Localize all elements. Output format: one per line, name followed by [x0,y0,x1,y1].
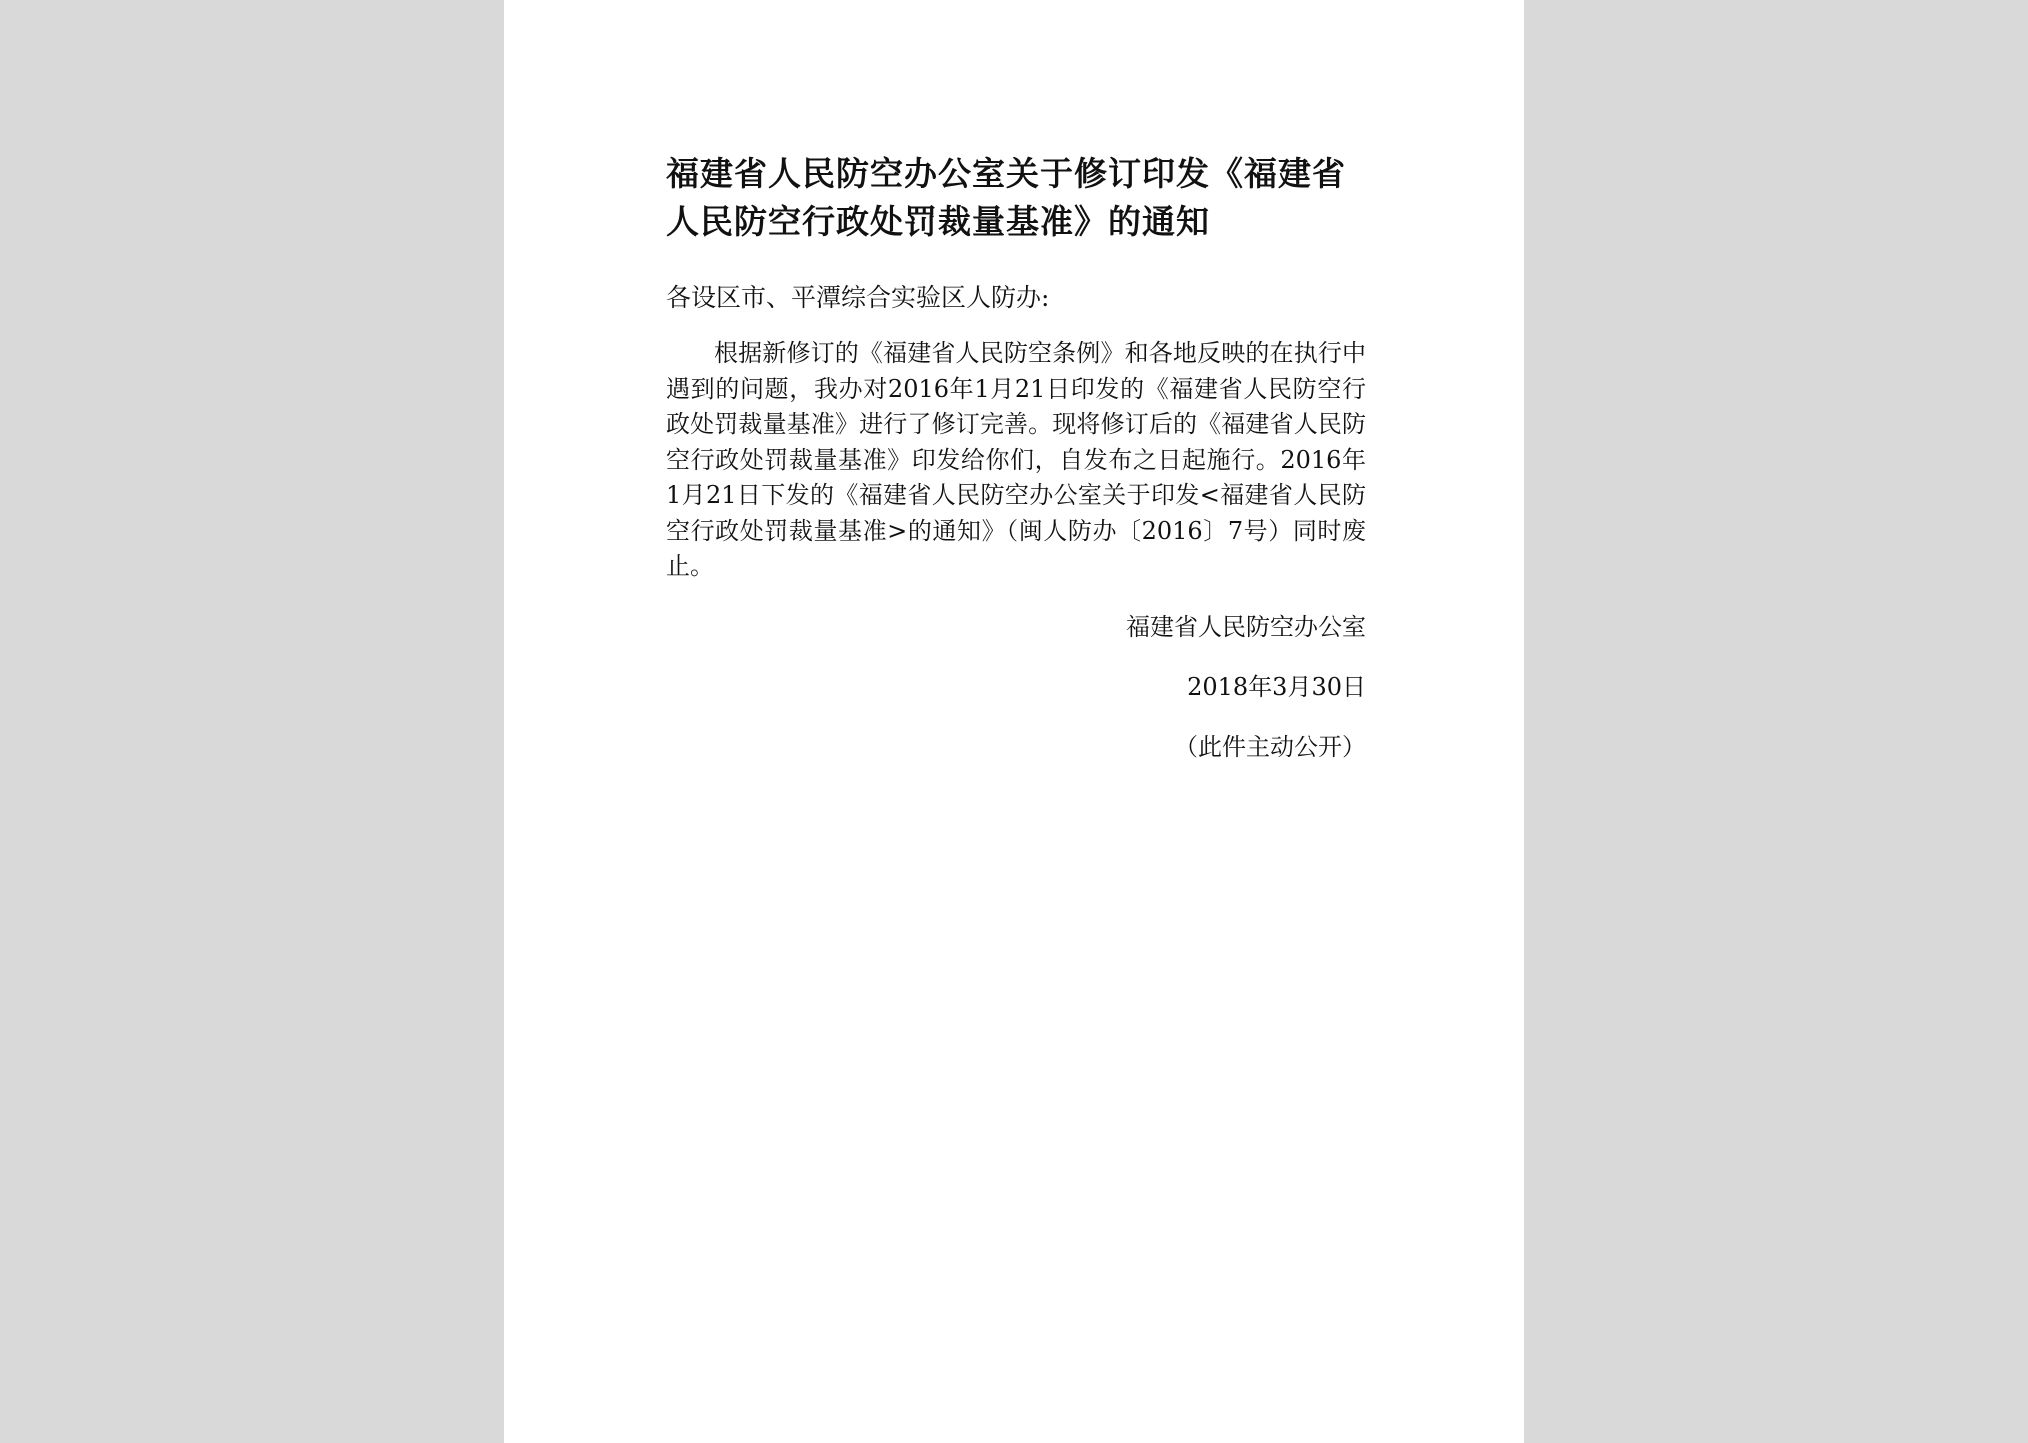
document-page [504,0,1524,1443]
document-title: 福建省人民防空办公室关于修订印发《福建省人民防空行政处罚裁量基准》的通知 [666,154,1346,241]
document-content [666,150,1366,765]
signature-organization: 福建省人民防空办公室 [1126,612,1366,641]
disclosure-note: （此件主动公开） [1174,732,1366,761]
signature-date: 2018年3月30日 [1187,672,1366,701]
document-salutation: 各设区市、平潭综合实验区人防办: [666,283,1050,312]
document-body-paragraph: 根据新修订的《福建省人民防空条例》和各地反映的在执行中遇到的问题，我办对2016年1月21日印发的《福建省人民防空行政处罚裁量基准》进行了修订完善。现将修订后的《福建省人民防空行政处罚裁量基准》印发给你们，自发布之日起施行。2016年1月21日下发的《福建省人民防空办公室关于印发<福建省人民防空行政处罚裁量基准>的通知》（闽人防办〔2016〕7号）同时废止。 [666,339,1366,580]
